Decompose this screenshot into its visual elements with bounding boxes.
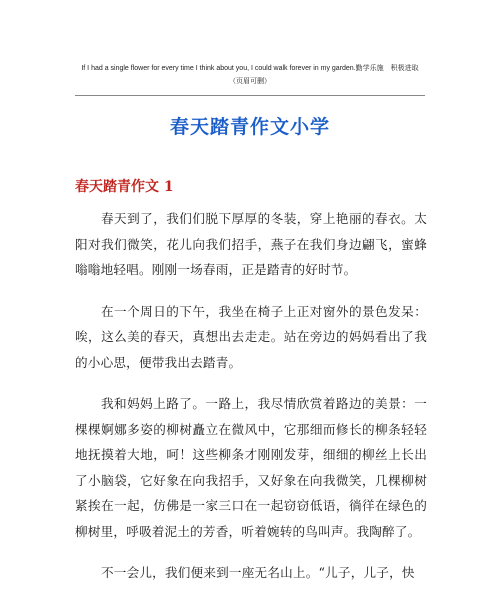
document-title: 春天踏青作文小学 [169, 116, 330, 138]
paragraph: 春天到了，我们们脱下厚厚的冬装，穿上艳丽的春衣。太阳对我们微笑，花儿向我们招手，燕子在我们身边翩飞，蜜蜂嗡嗡地轻唱。刚刚一场春雨，正是踏青的好时节。 [75, 211, 427, 277]
header-note: （页眉可删） [229, 77, 271, 85]
paragraph: 不一会儿，我们便来到一座无名山上。“儿子，儿子，快 [101, 565, 415, 580]
header-quote: If I had a single flower for every time I think about you, I could walk forever in my garden.勤学乐施 积极进取 [81, 65, 419, 72]
paragraph: 在一个周日的下午，我坐在椅子上正对窗外的景色发呆：唉，这么美的春天，真想出去走走。站在旁边的妈妈看出了我的小心思，便带我出去踏青。 [75, 303, 427, 370]
body-text [75, 206, 427, 602]
paragraph: 我和妈妈上路了。一路上，我尽情欣赏着路边的美景：一棵棵婀娜多姿的柳树矗立在微风中，它那细而修长的柳条轻轻地抚摸着大地，呵！这些柳条才刚刚发芽，细细的柳丝上长出了小脑袋，它好象在向我招手，又好象在向我微笑，几棵柳树紧挨在一起，仿佛是一家三口在一起窃窃低语，徜徉在绿色的柳树里，呼吸着泥土的芳香，听着婉转的鸟叫声。我陶醉了。 [75, 396, 427, 539]
header-divider [75, 95, 425, 96]
section-title: 春天踏青作文 1 [75, 179, 174, 195]
